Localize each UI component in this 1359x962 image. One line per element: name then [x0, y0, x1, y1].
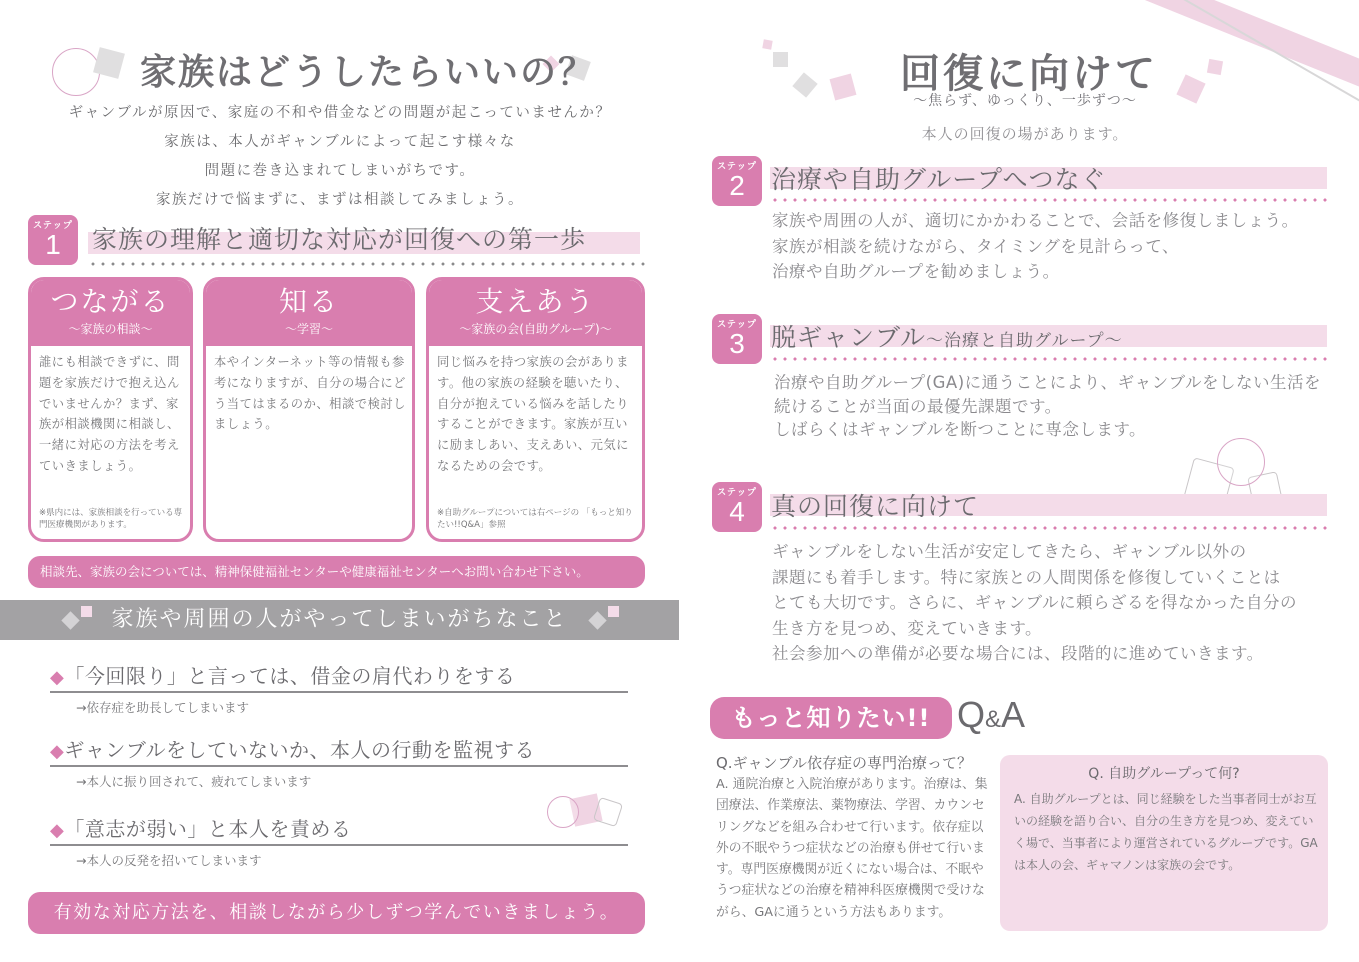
card-header — [206, 280, 412, 346]
qa-question-1: Q.ギャンブル依存症の専門治療って？ — [716, 754, 972, 772]
qa-amp: & — [985, 706, 1002, 733]
closing-text: 有効な対応方法を、相談しながら少しずつ学んでいきましょう。 — [53, 902, 620, 923]
page-lead-right: 本人の回復の場があります。 — [921, 125, 1129, 143]
dont-item-3 — [50, 813, 628, 869]
step-4-body — [772, 539, 1297, 667]
dotted-divider — [88, 262, 648, 266]
step-title-suffix: ～治療と自助グループ～ — [926, 331, 1123, 351]
card-body: 誰にも相談できずに、問題を家族だけで抱え込んでいませんか？まず、家族が相談機関に相談し、一緒に対応の方法を考えていきましょう。 — [39, 355, 180, 473]
qa-q: Q — [957, 694, 986, 735]
step-1-badge — [28, 215, 78, 265]
step-4-badge — [712, 482, 762, 532]
step-label: ステップ — [717, 162, 757, 172]
step-3-title — [771, 318, 1123, 354]
page-subtitle-right: ～焦らず、ゆっくり、一歩ずつ～ — [913, 93, 1137, 109]
dont-item-text: 「今回限り」と言っては、借金の肩代わりをする — [64, 664, 516, 688]
donts-heading: 家族や周囲の人がやってしまいがちなこと — [111, 607, 568, 632]
qa-box-2 — [1000, 755, 1328, 931]
dont-item-text: 「意志が弱い」と本人を責める — [64, 817, 352, 841]
step-2-title — [771, 160, 1107, 196]
qa-a: A — [1001, 694, 1026, 735]
step-title-text: 脱ギャンブル — [771, 323, 927, 352]
diamond-bullet-icon: ◆ — [50, 667, 65, 688]
step-label: ステップ — [717, 488, 757, 498]
contact-notice — [28, 556, 645, 588]
qa-answer-1: A. 通院治療と入院治療があります。治療は、集団療法、作業療法、薬物療法、学習、カウンセリングなどを組み合わせて行います。依存症以外の不眠やうつ症状などの治療も併せて行います。専門医療機関が近くにない場合は、不眠やうつ症状などの治療を精神科医療機関で受けながら、GAに通うという方法もあります。 — [716, 777, 988, 920]
qa-heading — [957, 694, 1025, 736]
body-line: 社会参加への準備が必要な場合には、段階的に進めていきます。 — [772, 644, 1264, 664]
dont-item-heading — [50, 660, 628, 693]
dont-item-heading — [50, 813, 628, 846]
card-title: 知る — [278, 285, 339, 318]
card-note: ※県内には、家族相談を行っている専門医療機関があります。 — [39, 508, 183, 530]
card-header — [429, 280, 642, 346]
qa-answer-2: A. 自助グループとは、同じ経験をした当事者同士がお互いの経験を語り合い、自分の生き方を見つめ、変えていく場で、当事者により運営されているグループです。GAは本人の会、ギャマノンは家族の会です。 — [1014, 792, 1318, 872]
dotted-divider — [770, 526, 1332, 530]
step-2-badge — [712, 156, 762, 206]
card-header — [31, 280, 190, 346]
card-subtitle: ～家族の会(自助グループ)～ — [459, 322, 612, 336]
diamond-icon — [588, 611, 606, 629]
step-3-badge — [712, 314, 762, 364]
decorative-square — [792, 72, 817, 97]
decorative-square — [1176, 74, 1205, 103]
card-note: ※自助グループについては右ページの 「もっと知りたい!!Q&A」参照 — [437, 508, 633, 530]
card-title: 支えあう — [475, 285, 596, 318]
card-body: 同じ悩みを持つ家族の会があります。他の家族の経験を聴いたり、自分が抱えている悩みを話したりすることができます。家族が互いに励ましあい、支えあい、元気になるための会です。 — [437, 355, 629, 473]
step-number: 1 — [45, 229, 61, 260]
body-line: 治療や自助グループを勧めましょう。 — [772, 262, 1060, 282]
card-connect — [28, 277, 193, 542]
card-subtitle: ～学習～ — [284, 322, 333, 336]
body-line: 続けることが当面の最優先課題です。 — [774, 396, 1062, 416]
dont-item-result: →依存症を助長してしまいます — [76, 700, 249, 715]
diamond-icon — [62, 611, 80, 629]
intro-line-4: 家族だけで悩まずに、まずは相談してみましょう。 — [156, 192, 524, 208]
dont-item-2 — [50, 734, 628, 790]
body-line: 家族や周囲の人が、適切にかかわることで、会話を修復しましょう。 — [772, 211, 1299, 230]
square-icon — [81, 606, 92, 617]
qa-pill: もっと知りたい!! — [710, 697, 952, 739]
dont-item-heading — [50, 734, 628, 767]
step-4-title — [771, 487, 979, 523]
body-line: 家族が相談を続けながら、タイミングを見計らって、 — [772, 236, 1180, 256]
body-line: 治療や自助グループ(GA)に通うことにより、ギャンブルをしない生活を — [774, 373, 1321, 392]
dotted-divider — [770, 357, 1332, 361]
step-label: ステップ — [33, 221, 73, 231]
card-support — [426, 277, 645, 542]
decorative-square — [762, 39, 772, 49]
body-line: しばらくはギャンブルを断つことに専念します。 — [774, 420, 1147, 440]
step-3-body — [774, 370, 1321, 443]
page-title-left: 家族はどうしたらいいの？ — [140, 52, 597, 93]
page-title-right: 回復に向けて — [900, 51, 1158, 97]
card-title: つながる — [50, 285, 171, 318]
card-learn — [203, 277, 415, 542]
donts-heading-band — [0, 600, 679, 640]
diamond-bullet-icon: ◆ — [50, 741, 65, 762]
body-line: 生き方を見つめ、変えていきます。 — [772, 618, 1043, 638]
diamond-bullet-icon: ◆ — [50, 820, 65, 841]
qa-question-2: Q. 自助グループって何? — [1088, 766, 1240, 782]
intro-line-2: 家族は、本人がギャンブルによって起こす様々な — [164, 134, 516, 150]
step-number: 4 — [729, 496, 745, 527]
dont-item-result: →本人の反発を招いてしまいます — [76, 853, 262, 868]
decorative-circle — [1217, 438, 1265, 486]
decorative-square — [1207, 59, 1223, 75]
step-title-text: 真の回復に向けて — [771, 492, 980, 521]
step-1-title: 家族の理解と適切な対応が回復への第一歩 — [92, 225, 587, 254]
intro-line-3: 問題に巻き込まれてしまいがちです。 — [204, 163, 476, 179]
decorative-square — [773, 52, 788, 67]
dont-item-text: ギャンブルをしていないか、本人の行動を監視する — [64, 738, 536, 762]
decorative-square — [830, 74, 857, 101]
step-number: 3 — [729, 328, 745, 359]
dont-item-result: →本人に振り回されて、疲れてしまいます — [76, 774, 312, 789]
dotted-divider — [770, 198, 1332, 202]
step-title-text: 治療や自助グループへつなぐ — [771, 165, 1107, 194]
step-number: 2 — [729, 170, 745, 201]
dont-item-1 — [50, 660, 628, 716]
intro-line-1: ギャンブルが原因で、家庭の不和や借金などの問題が起こっていませんか？ — [68, 105, 612, 121]
contact-notice-text: 相談先、家族の会については、精神保健福祉センターや健康福祉センターへお問い合わせ下さい。 — [40, 564, 589, 579]
body-line: とても大切です。さらに、ギャンブルに頼らざるを得なかった自分の — [772, 593, 1298, 613]
step-2-body — [772, 208, 1299, 285]
closing-banner — [28, 892, 645, 934]
body-line: ギャンブルをしない生活が安定してきたら、ギャンブル以外の — [772, 542, 1247, 561]
square-icon — [608, 606, 619, 617]
step-label: ステップ — [717, 320, 757, 330]
card-subtitle: ～家族の相談～ — [68, 322, 153, 336]
body-line: 課題にも着手します。特に家族との人間関係を修復していくことは — [772, 567, 1281, 587]
card-body: 本やインターネット等の情報も参考になりますが、自分の場合にどう当てはまるのか、相談で検討しましょう。 — [214, 355, 406, 432]
